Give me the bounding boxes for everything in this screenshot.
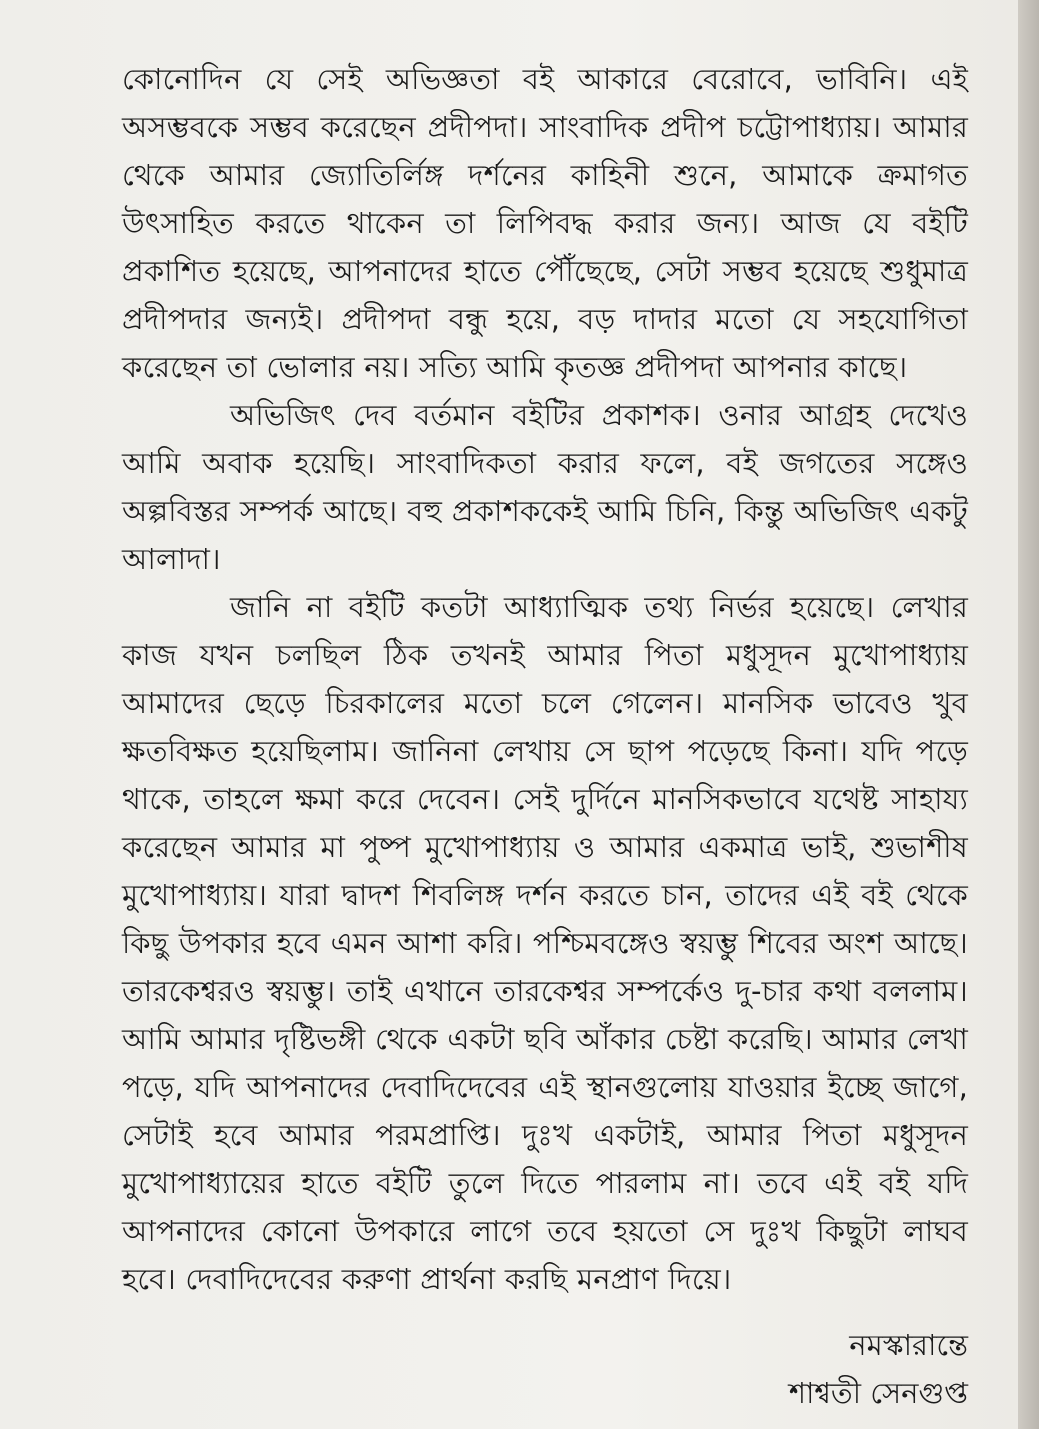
page-edge	[1018, 0, 1039, 1429]
closing-block	[122, 1321, 968, 1417]
closing-salutation: নমস্কারান্তে	[849, 1328, 968, 1362]
author-signature: শাশ্বতী সেনগুপ্ত	[788, 1376, 968, 1410]
paragraph-acknowledgement-editor: কোনোদিন যে সেই অভিজ্ঞতা বই আকারে বেরোবে, ভাবিনি। এই অসম্ভবকে সম্ভব করেছেন প্রদীপদা। সাংবাদিক প্রদীপ চট্টোপাধ্যায়। আমার থেকে আমার জ্যোতির্লিঙ্গ দর্শনের কাহিনী শুনে, আমাকে ক্রমাগত উৎসাহিত করতে থাকেন তা লিপিবদ্ধ করার জন্য। আজ যে বইটি প্রকাশিত হয়েছে, আপনাদের হাতে পৌঁছেছে, সেটা সম্ভব হয়েছে শুধুমাত্র প্রদীপদার জন্যই। প্রদীপদা বন্ধু হয়ে, বড় দাদার মতো যে সহযোগিতা করেছেন তা ভোলার নয়। সত্যি আমি কৃতজ্ঞ প্রদীপদা আপনার কাছে।	[122, 62, 968, 384]
paragraph-acknowledgement-publisher: অভিজিৎ দেব বর্তমান বইটির প্রকাশক। ওনার আগ্রহ দেখেও আমি অবাক হয়েছি। সাংবাদিকতা করার ফলে, বই জগতের সঙ্গেও অল্পবিস্তর সম্পর্ক আছে। বহু প্রকাশককেই আমি চিনি, কিন্তু অভিজিৎ একটু আলাদা।	[122, 398, 968, 576]
paragraph-dedication: জানি না বইটি কতটা আধ্যাত্মিক তথ্য নির্ভর হয়েছে। লেখার কাজ যখন চলছিল ঠিক তখনই আমার পিতা মধুসূদন মুখোপাধ্যায় আমাদের ছেড়ে চিরকালের মতো চলে গেলেন। মানসিক ভাবেও খুব ক্ষতবিক্ষত হয়েছিলাম। জানিনা লেখায় সে ছাপ পড়েছে কিনা। যদি পড়ে থাকে, তাহলে ক্ষমা করে দেবেন। সেই দুর্দিনে মানসিকভাবে যথেষ্ট সাহায্য করেছেন আমার মা পুষ্প মুখোপাধ্যায় ও আমার একমাত্র ভাই, শুভাশীষ মুখোপাধ্যায়। যারা দ্বাদশ শিবলিঙ্গ দর্শন করতে চান, তাদের এই বই থেকে কিছু উপকার হবে এমন আশা করি। পশ্চিমবঙ্গেও স্বয়ম্ভু শিবের অংশ আছে। তারকেশ্বরও স্বয়ম্ভু। তাই এখানে তারকেশ্বর সম্পর্কেও দু-চার কথা বললাম। আমি আমার দৃষ্টিভঙ্গী থেকে একটা ছবি আঁকার চেষ্টা করেছি। আমার লেখা পড়ে, যদি আপনাদের দেবাদিদেবের এই স্থানগুলোয় যাওয়ার ইচ্ছে জাগে, সেটাই হবে আমার পরমপ্রাপ্তি। দুঃখ একটাই, আমার পিতা মধুসূদন মুখোপাধ্যায়ের হাতে বইটি তুলে দিতে পারলাম না। তবে এই বই যদি আপনাদের কোনো উপকারে লাগে তবে হয়তো সে দুঃখ কিছুটা লাঘব হবে। দেবাদিদেবের করুণা প্রার্থনা করছি মনপ্রাণ দিয়ে।	[122, 590, 969, 1296]
